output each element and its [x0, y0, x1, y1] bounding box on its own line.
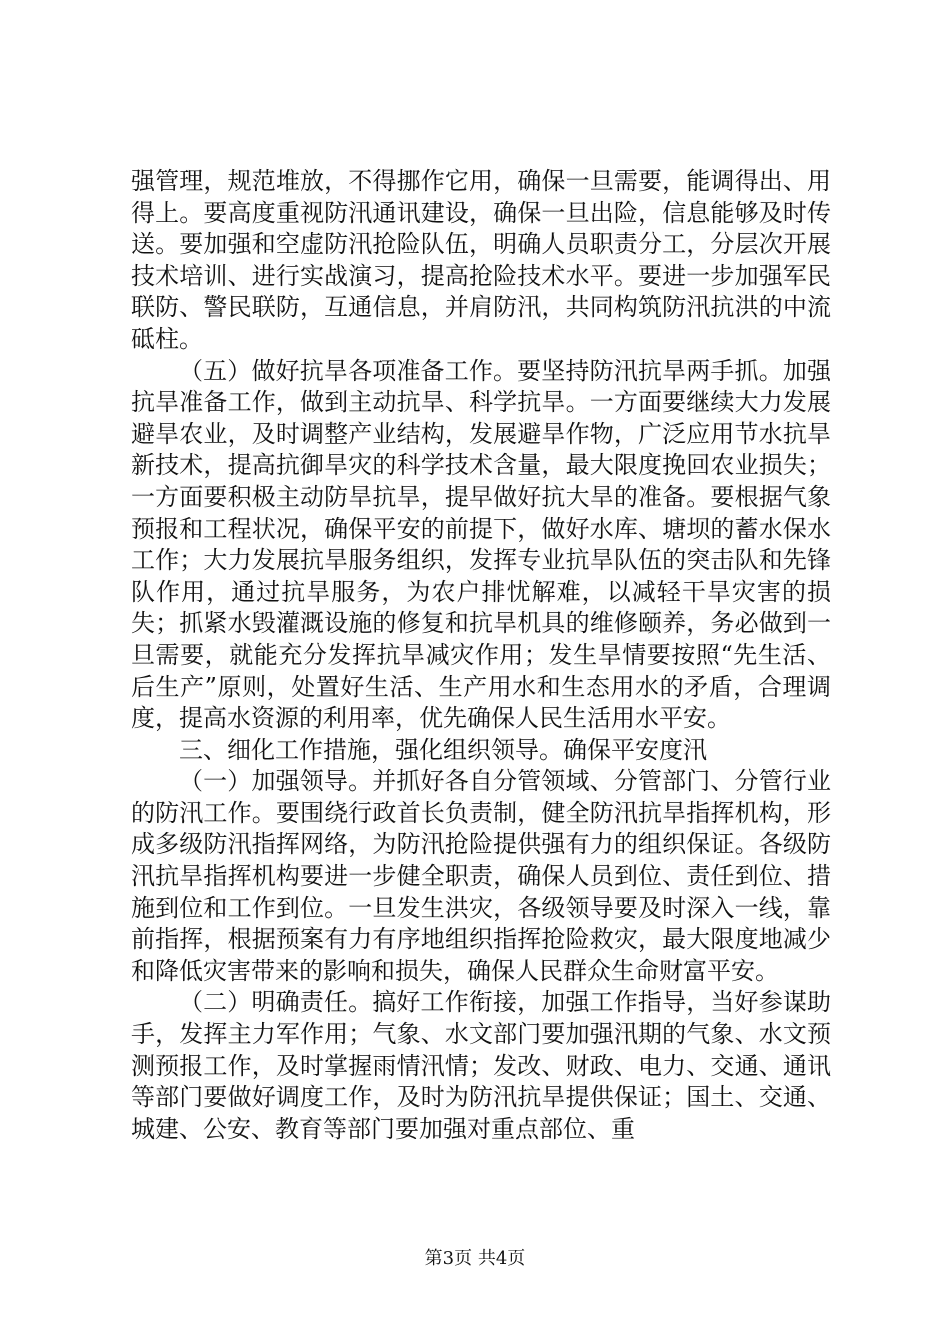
paragraph-continuation: 强管理，规范堆放，不得挪作它用，确保一旦需要，能调得出、用得上。要高度重视防汛通讯建设，确保一旦出险，信息能够及时传送。要加强和空虚防汛抢险队伍，明确人员职责分工，分层次开展技术培训、进行实战演习，提高抢险技术水平。要进一步加强军民联防、警民联防，互通信息，并肩防汛，共同构筑防汛抗洪的中流砥柱。 — [131, 167, 831, 353]
page-number-footer: 第3页 共4页 — [424, 1248, 526, 1269]
document-body — [131, 166, 831, 1145]
section-heading-three: 三、细化工作措施，强化组织领导。确保平安度汛 — [179, 735, 707, 764]
paragraph-drought-preparation: （五）做好抗旱各项准备工作。要坚持防汛抗旱两手抓。加强抗旱准备工作，做到主动抗旱、科学抗旱。一方面要继续大力发展避旱农业，及时调整产业结构，发展避旱作物，广泛应用节水抗旱新技术，提高抗御旱灾的科学技术含量，最大限度挽回农业损失；一方面要积极主动防旱抗旱，提早做好抗大旱的准备。要根据气象预报和工程状况，确保平安的前提下，做好水库、塘坝的蓄水保水工作；大力发展抗旱服务组织，发挥专业抗旱队伍的突击队和先锋队作用，通过抗旱服务，为农户排忧解难，以减轻干旱灾害的损失；抓紧水毁灌溉设施的修复和抗旱机具的维修颐养，务必做到一旦需要，就能充分发挥抗旱减灾作用；发生旱情要按照“先生活、后生产”原则，处置好生活、生产用水和生态用水的矛盾，合理调度，提高水资源的利用率，优先确保人民生活用水平安。 — [131, 356, 831, 733]
paragraph-strengthen-leadership: （一）加强领导。并抓好各自分管领域、分管部门、分管行业的防汛工作。要围绕行政首长负责制，健全防汛抗旱指挥机构，形成多级防汛指挥网络，为防汛抢险提供强有力的组织保证。各级防汛抗旱指挥机构要进一步健全职责，确保人员到位、责任到位、措施到位和工作到位。一旦发生洪灾，各级领导要及时深入一线，靠前指挥，根据预案有力有序地组织指挥抢险救灾，最大限度地减少和降低灾害带来的影响和损失，确保人民群众生命财富平安。 — [131, 767, 831, 985]
paragraph-clarify-responsibility: （二）明确责任。搞好工作衔接，加强工作指导，当好参谋助手，发挥主力军作用；气象、水文部门要加强汛期的气象、水文预测预报工作，及时掌握雨情汛情；发改、财政、电力、交通、通讯等部门要做好调度工作，及时为防汛抗旱提供保证；国土、交通、城建、公安、教育等部门要加强对重点部位、重 — [131, 988, 831, 1143]
